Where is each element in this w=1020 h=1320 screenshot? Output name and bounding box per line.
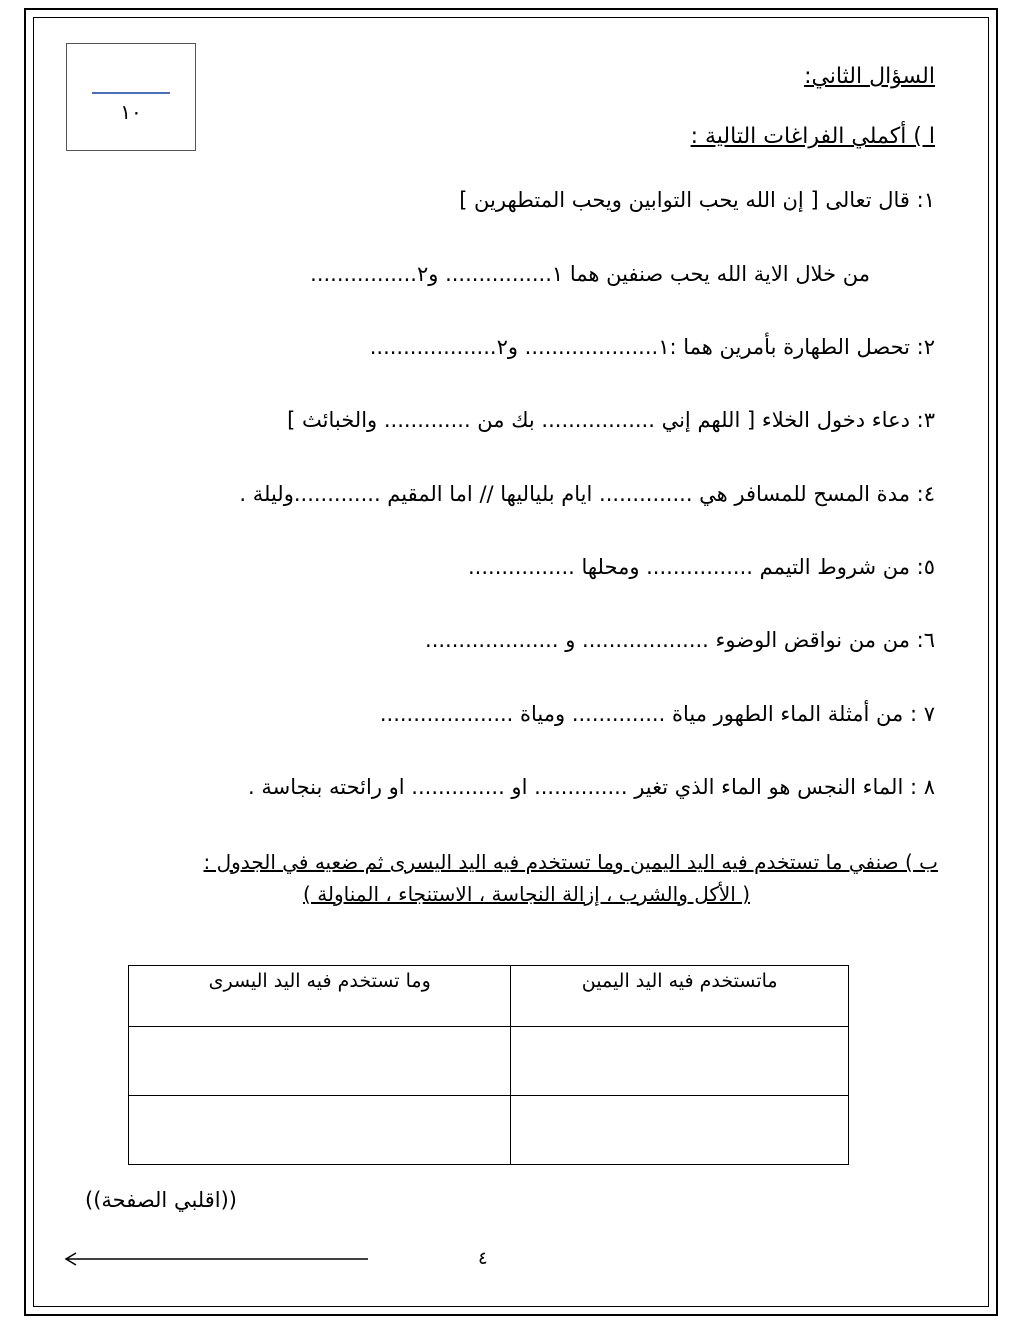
item-1: ١: قال تعالى [ إن الله يحب التوابين ويحب المتطهرين ]: [459, 188, 935, 212]
item-8: ٨ : الماء النجس هو الماء الذي تغير .............. او .............. او رائحته بنجاسة .: [247, 775, 935, 799]
header-right-hand: ماتستخدم فيه اليد اليمين: [511, 966, 849, 1027]
table-row: [129, 1027, 849, 1096]
classification-table: [128, 965, 849, 1165]
question-title: السؤال الثاني:: [804, 64, 935, 89]
item-1-blank: من خلال الاية الله يحب صنفين هما ١................ و٢................: [310, 262, 870, 286]
answer-cell-right[interactable]: [511, 1027, 849, 1096]
answer-cell-left[interactable]: [129, 1027, 511, 1096]
score-total: ١٠: [120, 100, 142, 124]
section-b-instruction: ب ) صنفي ما تستخدم فيه اليد اليمين وما تستخدم فيه اليد اليسرى ثم ضعيه في الجدول :: [203, 850, 938, 874]
score-box: [66, 43, 196, 151]
table-row: [129, 1096, 849, 1165]
section-a-heading: ا ) أكملي الفراغات التالية :: [690, 124, 935, 149]
item-3: ٣: دعاء دخول الخلاء [ اللهم إني ................. بك من ............. والخبائث ]: [287, 408, 935, 432]
table-header-row: [129, 966, 849, 1027]
item-5: ٥: من شروط التيمم ................ ومحلها ................: [468, 555, 935, 579]
item-4: ٤: مدة المسح للمسافر هي .............. ايام بلياليها // اما المقيم .............وليلة .: [239, 482, 935, 506]
answer-cell-left[interactable]: [129, 1096, 511, 1165]
turn-page-note: ((اقلبي الصفحة)): [85, 1188, 237, 1212]
page-number: ٤: [478, 1248, 488, 1269]
item-6: ٦: من من نواقض الوضوء ................... و ....................: [425, 628, 935, 652]
left-arrow-icon: [62, 1250, 372, 1268]
answer-cell-right[interactable]: [511, 1096, 849, 1165]
section-b-options: ( الأكل والشرب ، إزالة النجاسة ، الاستنجاء ، المناولة ): [303, 882, 750, 906]
item-7: ٧ : من أمثلة الماء الطهور مياة .............. ومياة ....................: [379, 702, 935, 726]
header-left-hand: وما تستخدم فيه اليد اليسرى: [129, 966, 511, 1027]
score-blank-line: [92, 92, 170, 94]
item-2: ٢: تحصل الطهارة بأمرين هما :١.................... و٢...................: [369, 335, 935, 359]
